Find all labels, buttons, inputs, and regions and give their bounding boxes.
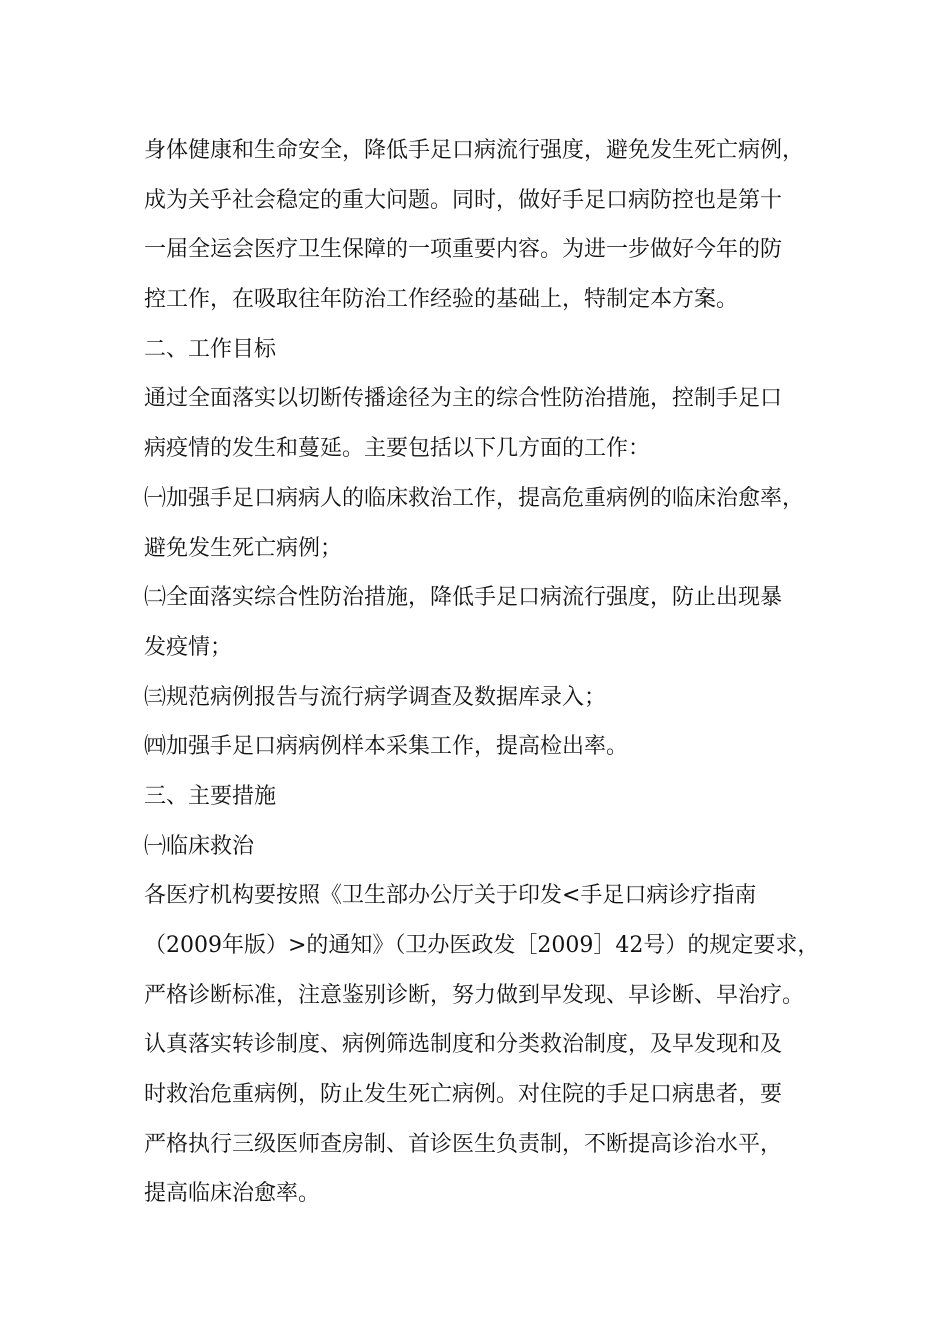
document-body	[144, 126, 824, 1219]
paragraph-line: 时救治危重病例，防止发生死亡病例。对住院的手足口病患者，要	[144, 1082, 783, 1108]
list-item-line: 发疫情；	[144, 634, 233, 660]
paragraph-line: 各医疗机构要按照《卫生部办公厅关于印发<手足口病诊疗指南	[144, 883, 757, 909]
section-heading: 三、主要措施	[144, 783, 277, 809]
paragraph-line: 控工作，在吸取往年防治工作经验的基础上，特制定本方案。	[144, 287, 739, 313]
list-item-line: ㈡全面落实综合性防治措施，降低手足口病流行强度，防止出现暴	[144, 585, 783, 611]
list-item-line: 避免发生死亡病例；	[144, 535, 343, 561]
paragraph-line: 提高临床治愈率。	[144, 1181, 321, 1207]
paragraph-line: 成为关乎社会稳定的重大问题。同时，做好手足口病防控也是第十	[144, 187, 783, 213]
paragraph-line: 严格执行三级医师查房制、首诊医生负责制，不断提高诊治水平，	[144, 1131, 783, 1157]
section-heading: 二、工作目标	[144, 336, 277, 362]
subsection-heading: ㈠临床救治	[144, 833, 255, 859]
paragraph-line: 身体健康和生命安全，降低手足口病流行强度，避免发生死亡病例，	[144, 138, 805, 163]
paragraph-line: 认真落实转诊制度、病例筛选制度和分类救治制度，及早发现和及	[144, 1032, 783, 1058]
paragraph-line: （2009年版）>的通知》（卫办医政发［2009］42号）的规定要求，	[144, 933, 820, 958]
list-item-line: ㈠加强手足口病病人的临床救治工作，提高危重病例的临床治愈率，	[144, 485, 805, 511]
paragraph-line: 严格诊断标准，注意鉴别诊断，努力做到早发现、早诊断、早治疗。	[144, 982, 805, 1008]
paragraph-line: 一届全运会医疗卫生保障的一项重要内容。为进一步做好今年的防	[144, 237, 783, 263]
paragraph-line: 通过全面落实以切断传播途径为主的综合性防治措施，控制手足口	[144, 386, 783, 412]
list-item-line: ㈢规范病例报告与流行病学调查及数据库录入；	[144, 684, 607, 710]
paragraph-line: 病疫情的发生和蔓延。主要包括以下几方面的工作：	[144, 436, 651, 462]
list-item-line: ㈣加强手足口病病例样本采集工作，提高检出率。	[144, 734, 629, 760]
